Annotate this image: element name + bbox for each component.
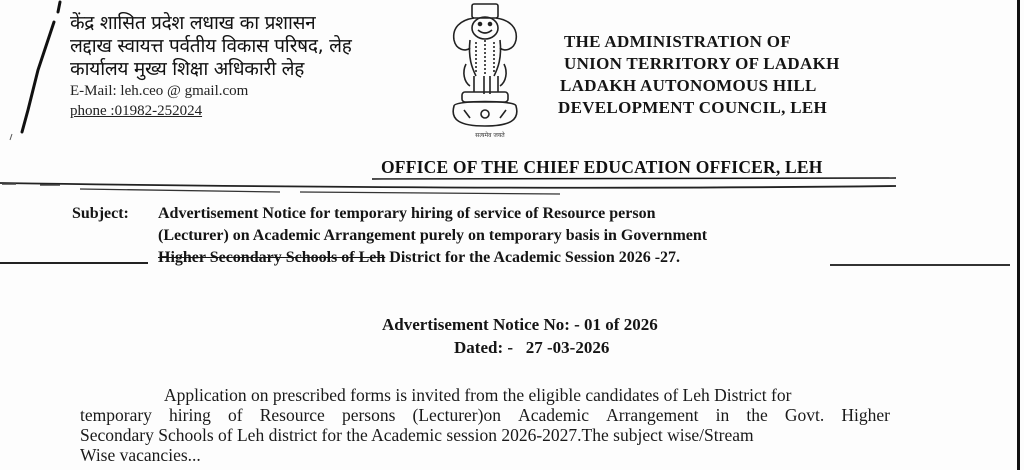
notice-heading	[340, 313, 740, 359]
emblem-motto: सत्यमेव जयते	[475, 132, 505, 139]
word: Arrangement	[606, 405, 699, 425]
body-line-1: Application on prescribed forms is invited from the eligible candidates of Leh District for	[164, 385, 792, 405]
page-edge-border	[1017, 0, 1020, 470]
hindi-line-lahdc: लद्दाख स्वायत्त पर्वतीय विकास परिषद, लेह	[70, 35, 352, 57]
header-divider-rule	[0, 176, 1024, 206]
subject-text	[158, 203, 958, 269]
word: temporary	[80, 405, 152, 425]
word: of	[227, 405, 243, 425]
english-line-lahdc: LADAKH AUTONOMOUS HILL	[560, 76, 817, 95]
english-letterhead	[558, 31, 918, 119]
hindi-letterhead	[70, 12, 430, 121]
word: hiring	[169, 405, 211, 425]
body-line-2	[80, 405, 890, 425]
phone-text: phone :01982-252024	[70, 103, 203, 119]
word: the	[746, 405, 768, 425]
subject-strike-line-left	[0, 262, 148, 264]
subject-strike-line-right	[830, 264, 1010, 266]
body-line-4-partial: Wise vacancies...	[80, 445, 201, 465]
notice-body	[80, 385, 960, 465]
word: persons	[341, 405, 396, 425]
office-title: OFFICE OF THE CHIEF EDUCATION OFFICER, LEH	[381, 157, 823, 177]
subject-line-2: (Lecturer) on Academic Arrangement purely on temporary basis in Government	[158, 227, 708, 244]
english-line-union-territory: UNION TERRITORY OF LADAKH	[564, 54, 840, 73]
body-line-3: Secondary Schools of Leh district for the Academic session 2026-2027.The subject wise/Stream	[80, 425, 754, 445]
word: Academic	[518, 405, 590, 425]
word: Higher	[841, 405, 890, 425]
notice-number: Advertisement Notice No: - 01 of 2026	[382, 315, 658, 334]
national-emblem-icon	[440, 2, 530, 142]
word: Resource	[259, 405, 325, 425]
hindi-line-ceo-office: कार्यालय मुख्य शिक्षा अधिकारी लेह	[70, 58, 304, 80]
subject-struck-text: Higher Secondary Schools of Leh	[158, 249, 386, 266]
word: (Lecturer)on	[412, 405, 501, 425]
subject-label: Subject:	[72, 205, 129, 222]
notice-date: Dated: - 27 -03-2026	[454, 338, 610, 357]
subject-line-3-rest: District for the Academic Session 2026 -27.	[385, 249, 681, 266]
scan-artifact-stroke	[8, 0, 68, 140]
english-line-administration: THE ADMINISTRATION OF	[564, 32, 792, 51]
word: Govt.	[784, 405, 825, 425]
hindi-line-ut-administration: केंद्र शासित प्रदेश लधाख का प्रशासन	[70, 12, 316, 34]
email-text: E-Mail: leh.ceo @ gmail.com	[70, 83, 249, 99]
english-line-development-council: DEVELOPMENT COUNCIL, LEH	[558, 98, 828, 117]
subject-line-1: Advertisement Notice for temporary hiring of service of Resource person	[158, 205, 656, 222]
word: in	[715, 405, 730, 425]
